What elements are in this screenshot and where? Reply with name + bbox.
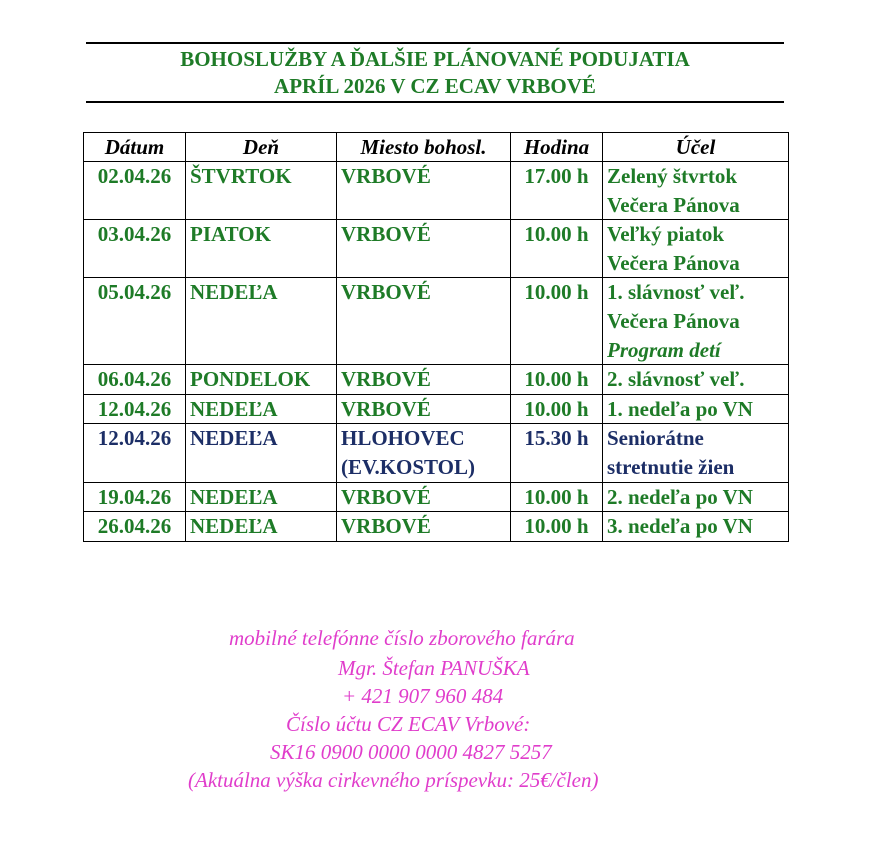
cell-date: 26.04.26 [84,512,186,542]
column-header-date: Dátum [84,133,186,162]
cell-time: 10.00 h [511,220,603,278]
cell-day: NEDEĽA [186,512,337,542]
cell-purpose [603,220,789,278]
purpose-line: Večera Pánova [607,192,740,217]
place-line: VRBOVÉ [341,164,431,188]
cell-place [337,512,511,542]
page-title-line1: BOHOSLUŽBY A ĎALŠIE PLÁNOVANÉ PODUJATIA [180,47,690,71]
cell-purpose [603,512,789,542]
cell-purpose [603,278,789,365]
cell-date: 12.04.26 [84,424,186,482]
table-row [84,365,789,395]
place-line: VRBOVÉ [341,367,431,392]
cell-date: 02.04.26 [84,162,186,220]
table-row [84,220,789,278]
purpose-line: 2. nedeľa po VN [607,484,753,509]
purpose-line: Veľký piatok [607,222,725,247]
place-line: VRBOVÉ [341,514,431,539]
column-header-day: Deň [186,133,337,162]
place-line: VRBOVÉ [341,396,431,421]
cell-time: 10.00 h [511,482,603,512]
cell-place [337,394,511,424]
cell-purpose [603,482,789,512]
purpose-line: Seniorátne [607,426,704,451]
cell-purpose [603,394,789,424]
bottom-rule [86,101,784,103]
cell-time: 17.00 h [511,162,603,220]
place-line: VRBOVÉ [341,222,431,247]
purpose-line: stretnutie žien [607,454,735,479]
cell-date: 06.04.26 [84,365,186,395]
column-header-place: Miesto bohosl. [337,133,511,162]
cell-purpose [603,162,789,220]
cell-place [337,220,511,278]
cell-purpose [603,365,789,395]
purpose-line: Večera Pánova [607,308,740,333]
table-header-row [84,133,789,162]
footer-account-label: Číslo účtu CZ ECAV Vrbové: [286,712,531,736]
cell-place [337,424,511,482]
footer-iban: SK16 0900 0000 0000 4827 5257 [270,740,552,764]
cell-date: 12.04.26 [84,394,186,424]
purpose-line: Večera Pánova [607,250,740,275]
schedule-table [83,132,789,542]
purpose-line: 2. slávnosť veľ. [607,367,745,392]
cell-place [337,365,511,395]
cell-time: 10.00 h [511,512,603,542]
place-line: HLOHOVEC [341,426,465,451]
place-line: (EV.KOSTOL) [341,454,476,479]
cell-day: NEDEĽA [186,482,337,512]
footer-phone-label: mobilné telefónne číslo zborového farára [229,626,575,650]
cell-purpose [603,424,789,482]
footer-pastor-name: Mgr. Štefan PANUŠKA [338,656,530,680]
table-row [84,278,789,365]
cell-time: 10.00 h [511,278,603,365]
cell-day: PIATOK [186,220,337,278]
cell-time: 10.00 h [511,365,603,395]
place-line: VRBOVÉ [341,484,431,509]
table-row [84,424,789,482]
cell-time: 15.30 h [511,424,603,482]
top-rule [86,42,784,44]
purpose-line: 1. nedeľa po VN [607,396,753,421]
footer-phone-number: + 421 907 960 484 [342,684,504,708]
cell-date: 05.04.26 [84,278,186,365]
table-row [84,394,789,424]
cell-time: 10.00 h [511,394,603,424]
table-row [84,482,789,512]
cell-place [337,482,511,512]
page-title-line2: APRÍL 2026 V CZ ECAV VRBOVÉ [274,74,596,98]
cell-place [337,278,511,365]
cell-day: NEDEĽA [186,278,337,365]
place-line: VRBOVÉ [341,280,431,305]
cell-day: ŠTVRTOK [186,162,337,220]
cell-date: 03.04.26 [84,220,186,278]
purpose-line: 3. nedeľa po VN [607,514,753,539]
table-row [84,162,789,220]
cell-day: NEDEĽA [186,424,337,482]
column-header-purpose: Účel [603,133,789,162]
column-header-time: Hodina [511,133,603,162]
purpose-line: 1. slávnosť veľ. [607,280,745,305]
purpose-line: Zelený štvrtok [607,164,738,188]
cell-place [337,162,511,220]
footer-contribution-note: (Aktuálna výška cirkevného príspevku: 25€/člen) [188,768,599,792]
cell-day: NEDEĽA [186,394,337,424]
cell-day: PONDELOK [186,365,337,395]
cell-date: 19.04.26 [84,482,186,512]
table-row [84,512,789,542]
purpose-line: Program detí [607,337,721,362]
